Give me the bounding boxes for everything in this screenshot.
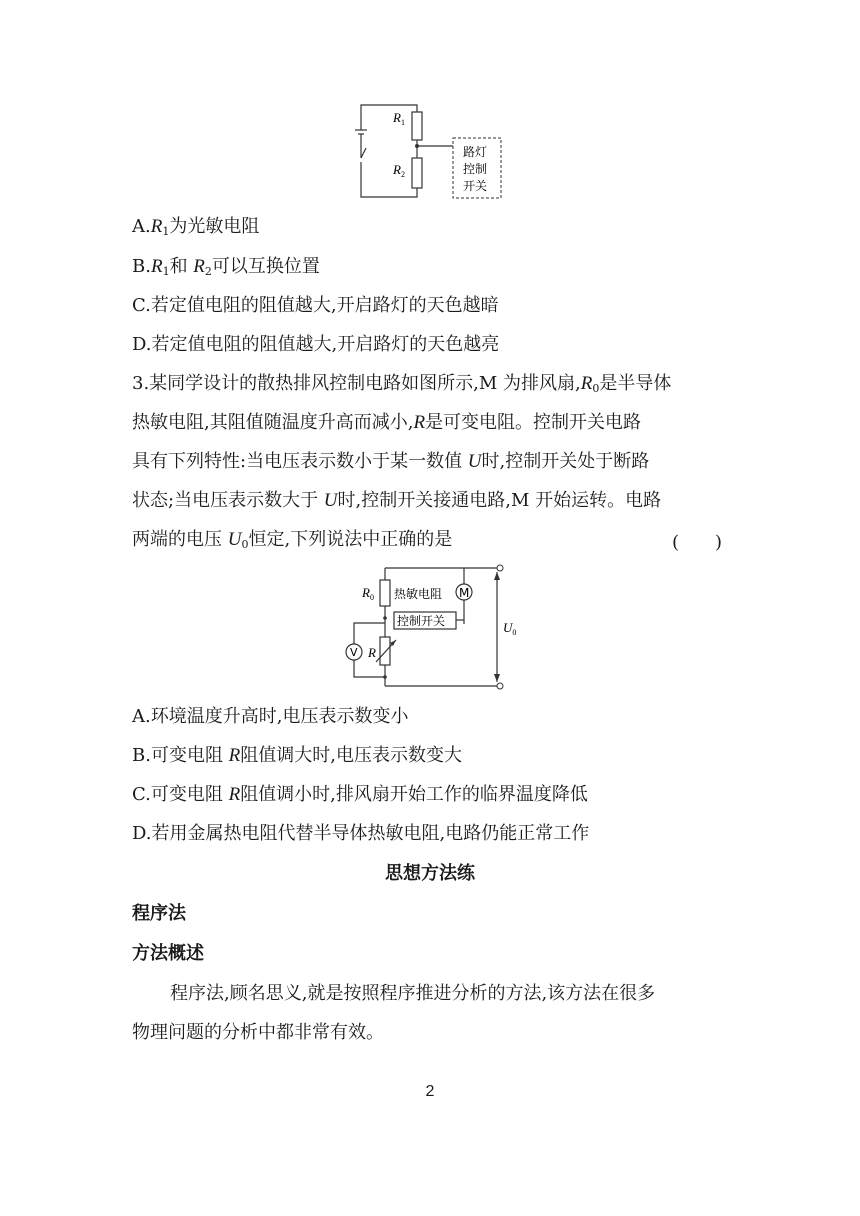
q3-line-1: 3.某同学设计的散热排风控制电路如图所示,M 为排风扇$,R_0$是半导体 [132,373,672,395]
box-line-1: 路灯 [463,145,488,159]
fan-control-circuit-figure [340,562,520,692]
street-lamp-circuit-diagram [355,100,505,202]
q3-option-c: C.可变电阻 R阻值调小时,排风扇开始工作的临界温度降低 [132,784,588,805]
q2-option-b: $B.R_1$和 $R_2$可以互换位置 [132,256,320,278]
street-lamp-circuit-figure [355,100,505,202]
subheading-method-overview: 方法概述 [132,943,204,964]
box-line-3: 开关 [463,179,488,193]
thermistor-label: 热敏电阻 [394,587,443,601]
answer-parentheses: ( ) [672,532,723,553]
q2-option-d: D.若定值电阻的阻值越大,开启路灯的天色越亮 [132,334,500,355]
control-switch-label: 控制开关 [397,614,446,628]
q3-option-d: D.若用金属热电阻代替半导体热敏电阻,电路仍能正常工作 [132,823,590,844]
u0-label: $U_0$ [503,620,517,637]
q3-line-4: 状态;当电压表示数大于 U时,控制开关接通电路,M 开始运转。电路 [132,490,662,511]
q3-option-b: B.可变电阻 R阻值调大时,电压表示数变大 [132,745,463,766]
r0-label: $R_0$ [362,585,374,602]
r1-label: $R_1$ [393,110,405,127]
r2-label: $R_2$ [393,162,405,179]
paragraph-line-2: 物理问题的分析中都非常有效。 [132,1022,384,1043]
q2-option-a: $A.R_1$为光敏电阻 [132,216,260,238]
q3-line-5: 两端的电压 $U_0$恒定,下列说法中正确的是 [132,529,453,551]
page-number: 2 [425,1083,435,1100]
box-line-2: 控制 [463,162,488,176]
motor-label: M [459,586,470,600]
q2-option-c: C.若定值电阻的阻值越大,开启路灯的天色越暗 [132,295,499,316]
fan-control-circuit-diagram [340,562,520,692]
r-label: R [368,645,376,660]
q3-option-a: A.环境温度升高时,电压表示数变小 [132,706,409,727]
section-title: 思想方法练 [385,863,475,884]
q3-line-2: 热敏电阻,其阻值随温度升高而减小,R是可变电阻。控制开关电路 [132,412,642,433]
paragraph-line-1: 程序法,顾名思义,就是按照程序推进分析的方法,该方法在很多 [170,983,656,1004]
subheading-program-method: 程序法 [132,903,186,924]
voltmeter-label: V [350,646,358,659]
q3-line-3: 具有下列特性:当电压表示数小于某一数值 U时,控制开关处于断路 [132,451,650,472]
